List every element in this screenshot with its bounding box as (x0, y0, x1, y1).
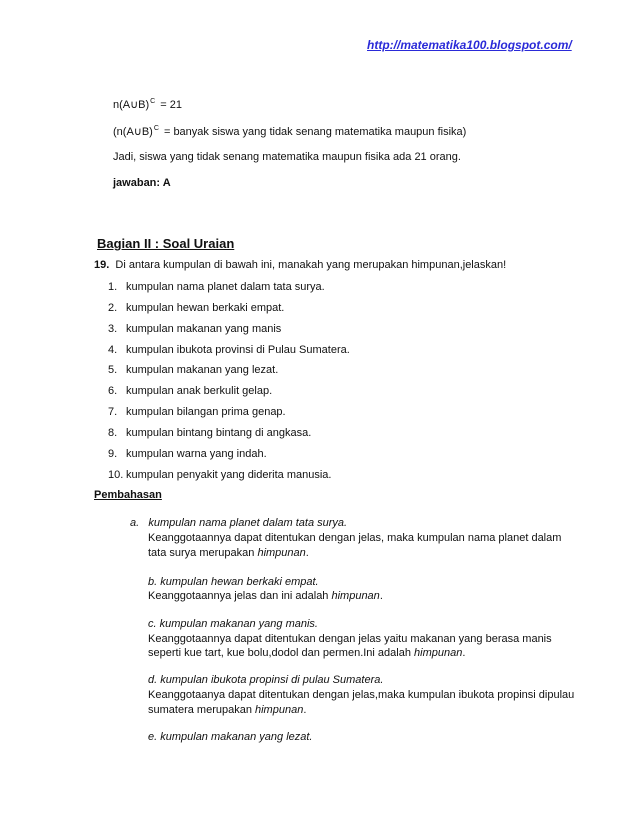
text-segment: . (379, 590, 383, 602)
list-item-number: 10. (108, 469, 124, 481)
list-item-number: 8. (108, 427, 118, 439)
header-url-link[interactable]: http://matematika100.blogspot.com/ (367, 38, 572, 52)
list-item (108, 448, 267, 460)
list-item-number: 2. (108, 302, 118, 314)
list-item-number: 5. (108, 364, 118, 376)
pembahasan-d-line1: Keanggotaanya dapat ditentukan dengan jelas,maka kumpulan ibukota propinsi dipulau (148, 689, 575, 701)
complement-superscript: C (153, 125, 159, 132)
emphasis-himpunan: himpunan (331, 590, 380, 602)
list-item-text: kumpulan makanan yang lezat. (126, 364, 279, 376)
list-item (108, 385, 272, 397)
complement-superscript: C (150, 98, 156, 105)
pembahasan-c-line2 (148, 647, 465, 659)
equation-rhs: = 21 (157, 99, 183, 111)
list-item (108, 427, 311, 439)
list-item-text: kumpulan nama planet dalam tata surya. (126, 281, 325, 293)
list-item (108, 302, 284, 314)
pembahasan-a-line1: Keanggotaannya dapat ditentukan dengan jelas, maka kumpulan nama planet dalam (148, 532, 562, 544)
list-item-text: kumpulan bintang bintang di angkasa. (126, 427, 312, 439)
question-19 (94, 259, 506, 271)
pembahasan-a-title (130, 517, 347, 529)
list-item-number: 6. (108, 385, 118, 397)
pembahasan-e-title: e. kumpulan makanan yang lezat. (148, 731, 313, 743)
pembahasan-d-line2 (148, 704, 306, 716)
list-item-text: kumpulan makanan yang manis (126, 323, 282, 335)
question-text: Di antara kumpulan di bawah ini, manakah yang merupakan himpunan,jelaskan! (115, 259, 507, 271)
list-item-text: kumpulan ibukota provinsi di Pulau Sumatera. (126, 344, 350, 356)
emphasis-himpunan: himpunan (255, 704, 304, 716)
list-item (108, 344, 350, 356)
equation-lhs: n(A∪B) (113, 99, 150, 111)
pembahasan-b-line (148, 590, 383, 602)
pembahasan-a-label: a. (130, 517, 140, 529)
list-item-number: 1. (108, 281, 118, 293)
list-item-number: 4. (108, 344, 118, 356)
pembahasan-c-line1: Keanggotaannya dapat ditentukan dengan jelas yaitu makanan yang berasa manis (148, 633, 552, 645)
text-segment: . (303, 704, 307, 716)
text-segment: sumatera merupakan (148, 704, 255, 716)
equation-explanation (113, 125, 466, 138)
text-segment: seperti kue tart, kue bolu,dodol dan permen.Ini adalah (148, 647, 415, 659)
list-item-number: 9. (108, 448, 118, 460)
union-complement-equation (113, 98, 182, 111)
list-item (108, 469, 331, 481)
answer-text: jawaban: A (113, 177, 171, 189)
list-item (108, 323, 281, 335)
pembahasan-d-title: d. kumpulan ibukota propinsi di pulau Sumatera. (148, 674, 384, 686)
list-item (108, 364, 278, 376)
list-item-text: kumpulan penyakit yang diderita manusia. (126, 469, 332, 481)
emphasis-himpunan: himpunan (257, 547, 306, 559)
question-number: 19. (94, 259, 110, 271)
list-item-text: kumpulan bilangan prima genap. (126, 406, 286, 418)
pembahasan-c-title: c. kumpulan makanan yang manis. (148, 618, 318, 630)
explanation-rhs: = banyak siswa yang tidak senang matematika maupun fisika) (160, 126, 467, 138)
pembahasan-b-title: b. kumpulan hewan berkaki empat. (148, 576, 319, 588)
list-item (108, 281, 325, 293)
text-segment: . (462, 647, 466, 659)
pembahasan-a-heading: kumpulan nama planet dalam tata surya. (148, 517, 348, 529)
list-item-number: 3. (108, 323, 118, 335)
list-item-text: kumpulan hewan berkaki empat. (126, 302, 285, 314)
section-heading: Bagian II : Soal Uraian (97, 236, 235, 251)
conclusion-text: Jadi, siswa yang tidak senang matematika maupun fisika ada 21 orang. (113, 151, 461, 163)
list-item-text: kumpulan anak berkulit gelap. (126, 385, 273, 397)
text-segment: . (305, 547, 309, 559)
list-item (108, 406, 286, 418)
list-item-number: 7. (108, 406, 118, 418)
list-item-text: kumpulan warna yang indah. (126, 448, 267, 460)
explanation-lhs: (n(A∪B) (113, 126, 153, 138)
emphasis-himpunan: himpunan (414, 647, 463, 659)
pembahasan-a-line2 (148, 547, 309, 559)
text-segment: tata surya merupakan (148, 547, 258, 559)
pembahasan-title: Pembahasan (94, 489, 162, 501)
text-segment: Keanggotaannya jelas dan ini adalah (148, 590, 332, 602)
